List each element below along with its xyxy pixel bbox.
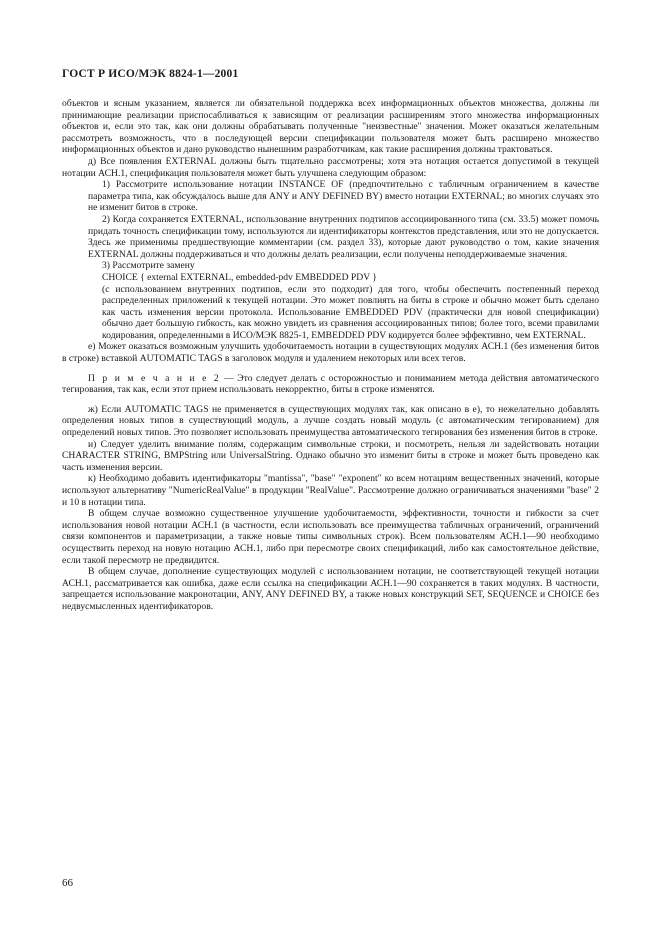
paragraph-item-d: д) Все появления EXTERNAL должны быть тщательно рассмотрены; хотя эта нотация остается допустимой в текущей нотации АСН.1, спецификация пользователя может быть улучшена следующим образом: [62,155,599,179]
document-header: ГОСТ Р ИСО/МЭК 8824-1—2001 [62,68,239,80]
paragraph-subitem-2: 2) Когда сохраняется EXTERNAL, использование внутренних подтипов ассоциированного типа (см. 33.5) может помочь придать точность спецификации тому, используются ли идентификаторы контекстов представления, или это не допускается. Здесь же применимы предшествующие комментарии (см. раздел 33), которые дают руководство о том, какие значения EXTERNAL должны поддерживаться и что должны делать реализации, если получены неподдерживаемые значения. [88,213,599,260]
note-2 [62,373,599,396]
note-label: П р и м е ч а н и е 2 [88,372,221,384]
paragraph-subitem-3-cont: (с использованием внутренних подтипов, если это подходит) для того, чтобы обеспечить постепенный переход распределенных приложений к текущей нотации. Это может повлиять на биты в строке и обычно может быть сделано как часть изменения версии протокола. Использование EMBEDDED PDV (практически для новой спецификации) обычно дает большую гибкость, как можно увидеть из сравнения ассоциированных типов; более того, всеми правилами кодирования, определенными в ИСО/МЭК 8825-1, EMBEDDED PDV кодируется более эффективно, чем EXTERNAL. [102,283,599,341]
paragraph-subitem-3: 3) Рассмотрите замену [102,260,195,272]
paragraph-continuation: объектов и ясным указанием, является ли обязательной поддержка всех информационных объектов множества, должны ли принимающие реализации приспосабливаться к зависящим от реализации расширениям этого множества информационных объектов и, если это так, как они должны обрабатывать полученные "неизвестные" значения. Может оказаться желательным рассмотреть возможность, что в последующей версии спецификации пользователя может быть расширено множество информационных объектов и дано руководство нынешним разработчикам, как такие расширения должны трактоваться. [62,98,599,156]
paragraph-item-k: к) Необходимо добавить идентификаторы "mantissa", "base" "exponent" ко всем нотациям вещественных значений, которые используют альтернативу "NumericRealValue" в продукции "RealValue". Рассмотрение должно ограничиваться значениями "base" 2 и 10 в нотации типа. [62,473,599,508]
note-text: — Это следует делать с осторожностью и пониманием метода действия автоматического тегирования, так как, если этот прием использовать некорректно, биты в строке изменятся. [62,372,599,396]
paragraph-general-2: В общем случае, дополнение существующих модулей с использованием нотации, не соответствующей текущей нотации АСН.1, рассматривается как ошибка, даже если ссылка на спецификации АСН.1—90 сохраняется в таких модулях. В частности, запрещается использование макронотации, ANY, ANY DEFINED BY, а также новых конструкций SET, SEQUENCE и CHOICE без недвусмысленных идентификаторов. [62,566,599,612]
paragraph-item-zh: ж) Если AUTOMATIC TAGS не применяется в существующих модулях так, как описано в е), то нежелательно добавлять определения новых типов в существующий модуль, а лучше создать новый модуль (с автоматическим тегированием) для определений новых типов. Это позволяет использовать преимущества автоматического тегирования без изменения битов в строке. [62,403,599,439]
paragraph-item-i: и) Следует уделить внимание полям, содержащим символьные строки, и посмотреть, нельзя ли задействовать нотации CHARACTER STRING, BMPString или UniversalString. Однако обычно это изменит биты в строке и может быть проведено как часть изменения версии. [62,438,599,473]
paragraph-item-e: е) Может оказаться возможным улучшить удобочитаемость нотации в существующих модулях АСН.1 (без изменения битов в строке) вставкой AUTOMATIC TAGS в заголовок модуля и удалением некоторых или всех тегов. [62,341,599,365]
document-body [62,98,599,613]
paragraph-subitem-1: 1) Рассмотрите использование нотации INSTANCE OF (предпочтительно с табличным ограничением в качестве параметра типа, как обсуждалось выше для ANY и ANY DEFINED BY) вместо нотации EXTERNAL; во многих случаях это не изменит битов в строке. [88,179,599,214]
paragraph-general-1: В общем случае возможно существенное улучшение удобочитаемости, эффективности, точности и гибкости за счет использования новой нотации АСН.1 (в частности, если использовать все преимущества табличных ограничений, ограничений связи компонентов и параметризации, а также новые типы символьных строк). Всем пользователям АСН.1—90 необходимо осуществить переход на новую нотацию АСН.1, либо при пересмотре своих спецификаций, либо как самостоятельное действие, если такой пересмотр не предвидится. [62,508,599,566]
page-number: 66 [62,877,73,889]
code-choice-line: CHOICE { external EXTERNAL, embedded-pdv EMBEDDED PDV } [102,271,377,283]
